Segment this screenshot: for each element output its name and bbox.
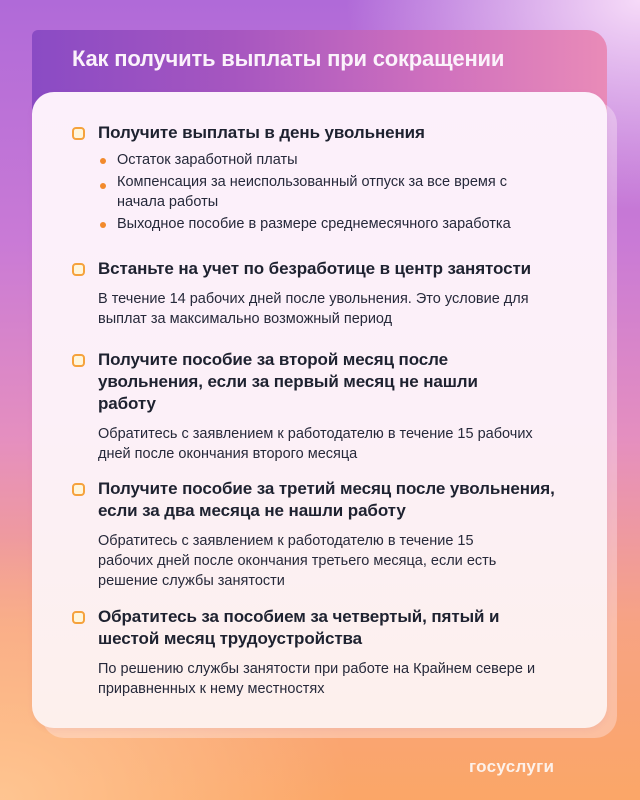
list-item: [98, 150, 538, 170]
bullet-list: [98, 150, 592, 234]
section-register-unemployment: [72, 258, 592, 329]
section-heading: Получите выплаты в день увольнения: [98, 123, 425, 142]
section-second-month-benefit: [72, 349, 592, 464]
page-title: Как получить выплаты при сокращении: [72, 46, 505, 71]
checkbox-icon: [72, 611, 85, 624]
list-item-text: Выходное пособие в размере среднемесячного заработка: [117, 216, 511, 232]
list-item: [98, 214, 578, 234]
checkbox-icon: [72, 127, 85, 140]
checkbox-icon: [72, 263, 85, 276]
section-description: Обратитесь с заявлением к работодателю в течение 15 рабочих дней после окончания третьего месяца, если есть решение службы занятости: [98, 533, 497, 589]
checkbox-icon: [72, 483, 85, 496]
section-fourth-to-sixth-month-benefit: [72, 606, 592, 699]
section-payouts-on-dismissal: [72, 122, 592, 236]
section-heading: Встаньте на учет по безработице в центр занятости: [98, 259, 532, 278]
list-item: [98, 172, 553, 212]
section-description: В течение 14 рабочих дней после увольнения. Это условие для выплат за максимально возможный период: [98, 291, 529, 327]
section-description: Обратитесь с заявлением к работодателю в течение 15 рабочих дней после окончания второго месяца: [98, 426, 533, 462]
list-item-text: Остаток заработной платы: [117, 152, 298, 168]
list-item-text: Компенсация за неиспользованный отпуск за все время с начала работы: [117, 174, 507, 210]
section-heading: Получите пособие за третий месяц после увольнения, если за два месяца не нашли работу: [98, 479, 555, 520]
checkbox-icon: [72, 354, 85, 367]
section-description: По решению службы занятости при работе на Крайнем севере и приравненных к нему местностях: [98, 661, 536, 697]
bullet-dot-icon: [100, 222, 106, 228]
bullet-dot-icon: [100, 158, 106, 164]
section-heading: Обратитесь за пособием за четвертый, пятый и шестой месяц трудоустройства: [98, 607, 500, 648]
bullet-dot-icon: [100, 183, 106, 189]
section-heading: Получите пособие за второй месяц после увольнения, если за первый месяц не нашли работу: [98, 350, 478, 413]
gosuslugi-logo: госуслуги: [469, 757, 555, 776]
section-third-month-benefit: [72, 478, 592, 591]
